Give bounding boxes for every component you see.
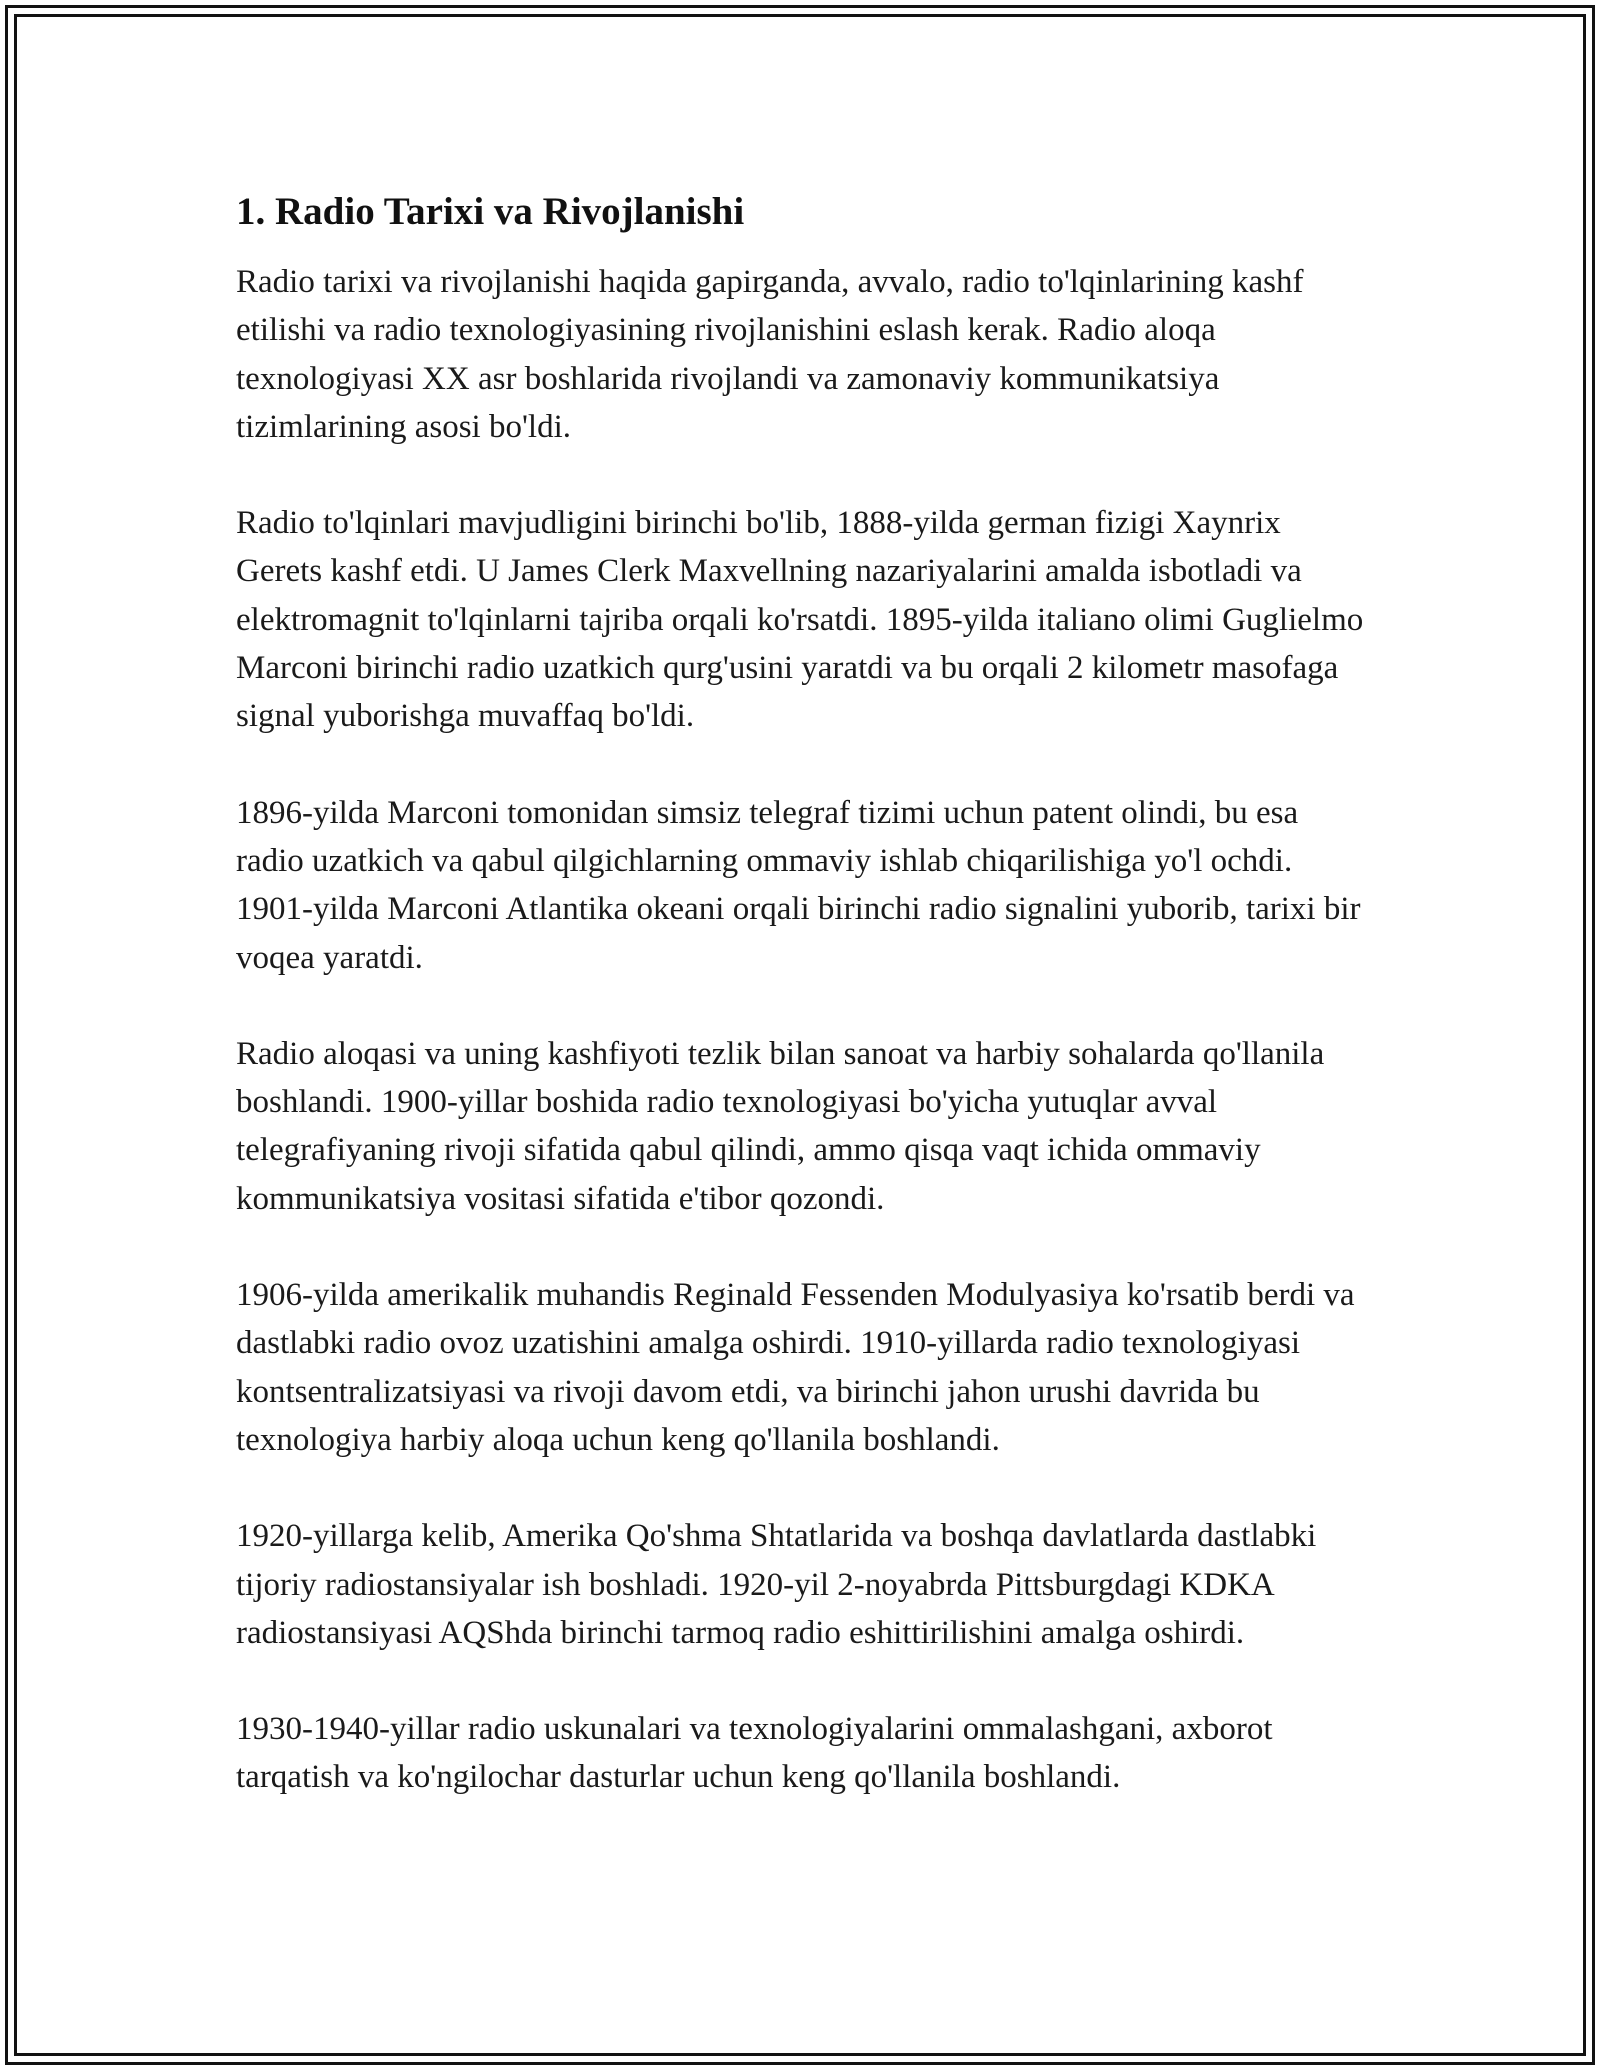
paragraph-intro: Radio tarixi va rivojlanishi haqida gapirganda, avvalo, radio to'lqinlarining kashf etilishi va radio texnologiyasining rivojlanishini eslash kerak. Radio aloqa texnologiyasi XX asr boshlarida rivojlandi va zamonaviy kommunikatsiya tizimlarining asosi bo'ldi. <box>236 264 1304 445</box>
paragraph-modulation: 1906-yilda amerikalik muhandis Reginald Fessenden Modulyasiya ko'rsatib berdi va dastlabki radio ovoz uzatishini amalga oshirdi. 1910-yillarda radio texnologiyasi kontsentralizatsiyasi va rivoji davom etdi, va birinchi jahon urushi davrida bu texnologiya harbiy aloqa uchun keng qo'llanila boshlandi. <box>236 1277 1355 1458</box>
paragraph-discovery: Radio to'lqinlari mavjudligini birinchi bo'lib, 1888-yilda german fizigi Xaynrix Gerets kashf etdi. U James Clerk Maxvellning nazariyalarini amalda isbotladi va elektromagnit to'lqinlarni tajriba orqali ko'rsatdi. 1895-yilda italiano olimi Guglielmo Marconi birinchi radio uzatkich qurg'usini yaratdi va bu orqali 2 kilometr masofaga signal yuborishga muvaffaq bo'ldi. <box>236 505 1364 735</box>
paragraph-commercial-stations: 1920-yillarga kelib, Amerika Qo'shma Shtatlarida va boshqa davlatlarda dastlabki tijoriy radiostansiyalar ish boshladi. 1920-yil 2-noyabrda Pittsburgdagi KDKA radiostansiyasi AQShda birinchi tarmoq radio eshittirilishini amalga oshirdi. <box>236 1518 1317 1651</box>
document-body <box>236 186 1366 1850</box>
section-heading: 1. Radio Tarixi va Rivojlanishi <box>236 190 745 233</box>
paragraph-industry: Radio aloqasi va uning kashfiyoti tezlik bilan sanoat va harbiy sohalarda qo'llanila boshlandi. 1900-yillar boshida radio texnologiyasi bo'yicha yutuqlar avval telegrafiyaning rivoji sifatida qabul qilindi, ammo qisqa vaqt ichida ommaviy kommunikatsiya vositasi sifatida e'tibor qozondi. <box>236 1035 1325 1217</box>
paragraph-patent: 1896-yilda Marconi tomonidan simsiz telegraf tizimi uchun patent olindi, bu esa radio uzatkich va qabul qilgichlarning ommaviy ishlab chiqarilishiga yo'l ochdi. 1901-yilda Marconi Atlantika okeani orqali birinchi radio signalini yuborib, tarixi bir voqea yaratdi. <box>236 794 1361 976</box>
paragraph-popularization: 1930-1940-yillar radio uskunalari va texnologiyalarini ommalashgani, axborot tarqatish va ko'ngilochar dasturlar uchun keng qo'llanila boshlandi. <box>236 1711 1273 1796</box>
